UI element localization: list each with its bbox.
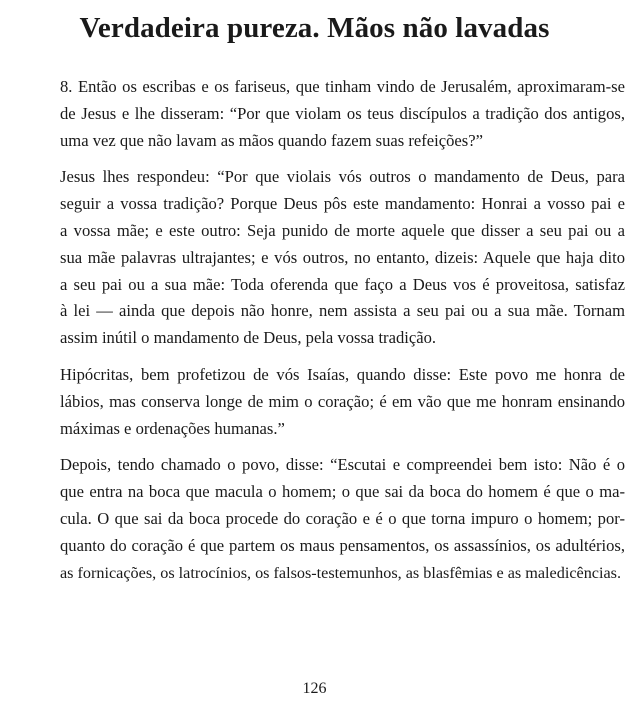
page-number: 126	[302, 680, 327, 697]
chapter-title: Verdadeira pureza. Mãos não lavadas	[79, 12, 550, 44]
text-line: assim inútil o mandamento de Deus, pela vossa tradição.	[60, 328, 437, 348]
text-line: Hipócritas, bem profetizou de vós Isaías, quando disse: Este povo me honra de	[60, 364, 625, 384]
text-line: sua mãe palavras ultrajantes; e vós outros, no entanto, dizeis: Aquele que haja dito	[60, 247, 625, 267]
text-line: 8. Então os escribas e os fariseus, que tinham vindo de Jerusalém, aproximaram-se	[60, 77, 625, 96]
text-line: uma vez que não lavam as mãos quando fazem suas refeições?”	[60, 130, 483, 150]
paragraph-2	[60, 164, 625, 352]
text-line: Depois, tendo chamado o povo, disse: “Escutai e compreendei bem isto: Não é o	[60, 455, 625, 475]
text-line: a seu pai ou a sua mãe: Toda oferenda que faço a Deus vos é proveitosa, satisfaz	[60, 274, 625, 294]
text-line: que entra na boca que macula o homem; o que sai da boca do homem é que o ma-	[60, 482, 625, 502]
text-line: de Jesus e lhe disseram: “Por que violam os teus discípulos a tradição dos antigos,	[60, 103, 625, 123]
text-line: à lei — ainda que depois não honre, nem assista a seu pai ou a sua mãe. Tornam	[60, 301, 625, 321]
paragraph-4	[60, 452, 625, 586]
paragraph-1	[60, 74, 625, 154]
text-line: lábios, mas conserva longe de mim o coração; é em vão que me honram ensinando	[60, 391, 625, 411]
body-text	[60, 74, 625, 596]
text-line: Jesus lhes respondeu: “Por que violais vós outros o mandamento de Deus, para	[60, 167, 625, 187]
text-line: seguir a vossa tradição? Porque Deus pôs este mandamento: Honrai a vosso pai e	[60, 194, 625, 214]
text-line: cula. O que sai da boca procede do coração e é o que torna impuro o homem; por-	[60, 508, 625, 528]
text-line: a vossa mãe; e este outro: Seja punido de morte aquele que disser a seu pai ou a	[60, 220, 625, 240]
text-line: as fornicações, os latrocínios, os falsos-testemunhos, as blasfêmias e as maledicências.	[60, 563, 621, 582]
text-line: máximas e ordenações humanas.”	[60, 418, 285, 438]
paragraph-3	[60, 362, 625, 442]
text-line: quanto do coração é que partem os maus pensamentos, os assassínios, os adultérios,	[60, 535, 625, 555]
